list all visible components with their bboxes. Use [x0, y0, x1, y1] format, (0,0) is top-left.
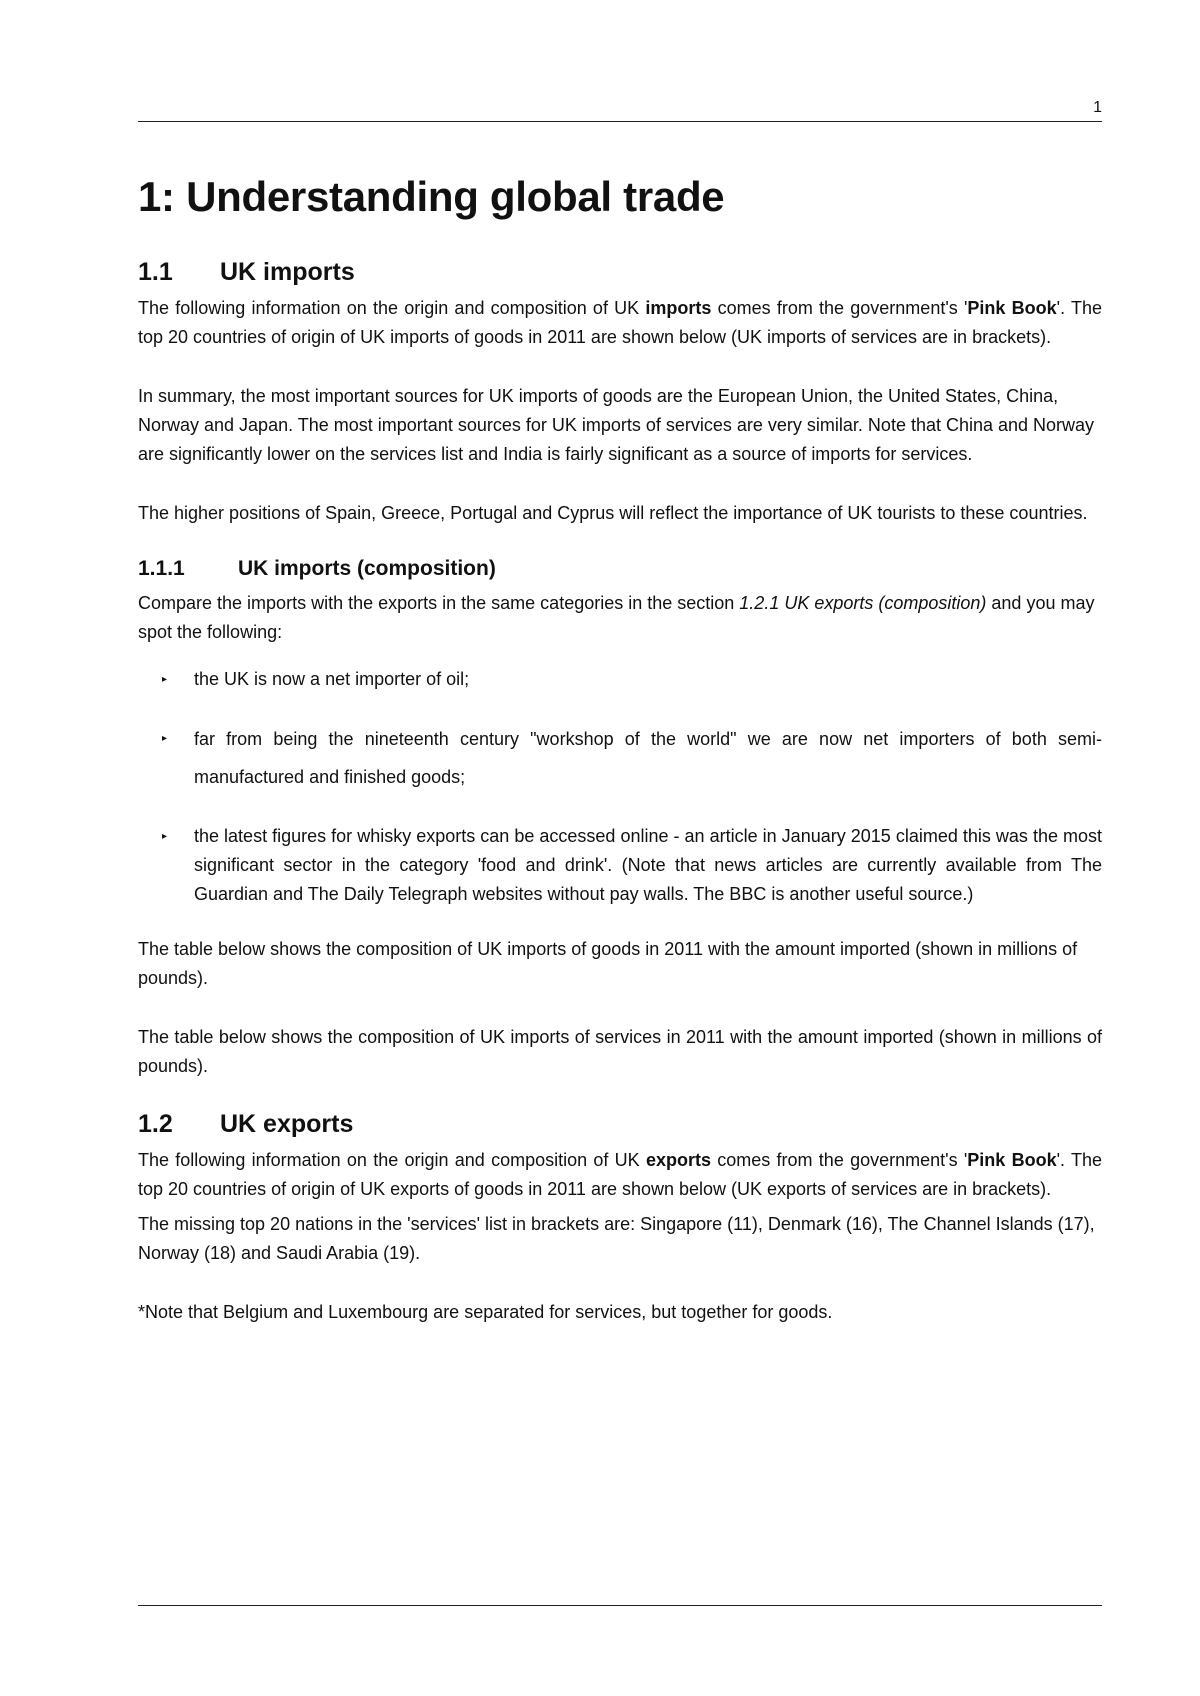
subsection-title: UK imports (composition) [238, 557, 496, 580]
services-table-caption: The table below shows the composition of UK imports of services in 2011 with the amount imported (shown in millions of pounds). [138, 1027, 1102, 1076]
goods-table-caption: The table below shows the composition of UK imports of goods in 2011 with the amount imported (shown in millions of pounds). [138, 939, 1078, 988]
section-number: 1.1 [138, 258, 173, 286]
text-run: and you may spot the following: [138, 593, 1095, 642]
text-run: comes from the government's ' [711, 298, 968, 318]
list-item-text: the latest figures for whisky exports can be accessed online - an article in January 2015 claimed this was the most significant sector in the category 'food and drink'. (Note that news articles are currently available from The Guardian and The Daily Telegraph websites without pay walls. The BBC is another useful source.) [194, 826, 1102, 904]
bullet-icon: ▸ [162, 674, 168, 685]
imports-tourism-paragraph: The higher positions of Spain, Greece, Portugal and Cyprus will reflect the importance of UK tourists to these countries. [138, 503, 1088, 523]
list-item-text: far from being the nineteenth century "workshop of the world" we are now net importers of both semi-manufactured and finished goods; [194, 729, 1102, 787]
composition-intro-paragraph [138, 589, 1102, 647]
cross-reference: 1.2.1 UK exports (composition) [739, 593, 987, 613]
emphasis-pink-book: Pink Book [967, 298, 1057, 318]
emphasis-imports: imports [645, 298, 712, 318]
text-run: The following information on the origin and composition of UK [138, 1150, 646, 1170]
text-run: '. The top 20 countries of origin of UK exports of goods in 2011 are shown below (UK exports of services are in brackets). [138, 1150, 1102, 1199]
page-content [138, 170, 1102, 1327]
bullet-icon: ▸ [162, 831, 168, 842]
text-run: '. The top 20 countries of origin of UK imports of goods in 2011 are shown below (UK imports of services are in brackets). [138, 298, 1102, 347]
list-item [138, 822, 1102, 909]
emphasis-exports: exports [645, 1150, 711, 1170]
imports-summary-paragraph: In summary, the most important sources for UK imports of goods are the European Union, the United States, China, Norway and Japan. The most important sources for UK imports of services are very similar. Note that China and Norway are significantly lower on the services list and India is fairly significant as a source of imports for services. [138, 386, 1095, 464]
composition-bullet-list [138, 665, 1102, 909]
section-title: UK imports [220, 258, 355, 286]
emphasis-pink-book: Pink Book [967, 1150, 1057, 1170]
section-title: UK exports [220, 1110, 354, 1138]
list-item [138, 720, 1102, 796]
subsection-heading-composition [138, 553, 1102, 585]
section-heading-exports [138, 1106, 1102, 1142]
page-number: 1 [1093, 99, 1102, 116]
section-number: 1.2 [138, 1110, 173, 1138]
list-item [138, 665, 1102, 694]
list-item-text: the UK is now a net importer of oil; [194, 669, 470, 689]
text-run: The following information on the origin and composition of UK [138, 298, 646, 318]
text-run: comes from the government's ' [710, 1150, 968, 1170]
footer-rule [138, 1605, 1102, 1606]
exports-intro-paragraph [138, 1146, 1102, 1204]
chapter-title: 1: Understanding global trade [138, 173, 725, 220]
bullet-icon: ▸ [162, 733, 168, 744]
header-rule [138, 121, 1102, 122]
section-heading-imports [138, 254, 1102, 290]
imports-intro-paragraph [138, 294, 1102, 352]
exports-missing-nations-paragraph: The missing top 20 nations in the 'services' list in brackets are: Singapore (11), Denmark (16), The Channel Islands (17), Norway (18) and Saudi Arabia (19). [138, 1214, 1095, 1263]
text-run: Compare the imports with the exports in the same categories in the section [138, 593, 740, 613]
subsection-number: 1.1.1 [138, 557, 185, 580]
exports-footnote: *Note that Belgium and Luxembourg are separated for services, but together for goods. [138, 1302, 833, 1322]
